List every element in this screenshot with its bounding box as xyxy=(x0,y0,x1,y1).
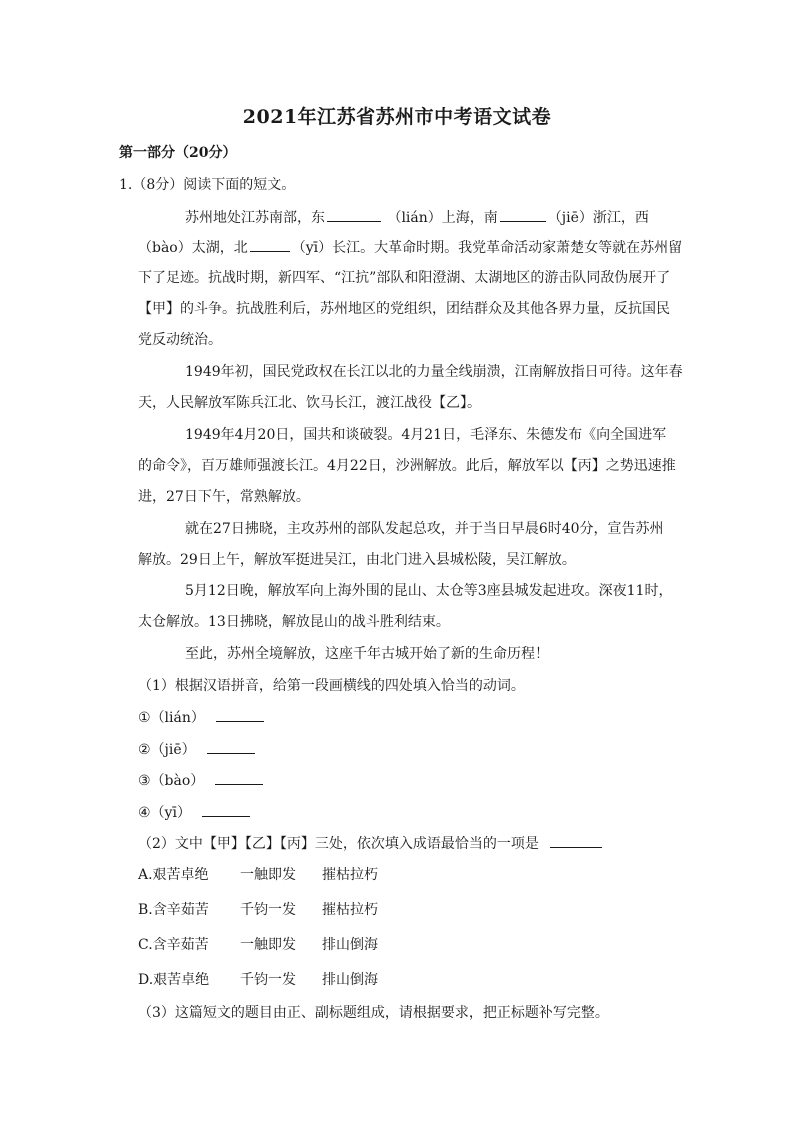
sub-question-2: （2）文中【甲】【乙】【丙】三处，依次填入成语最恰当的一项是 xyxy=(138,833,604,854)
answer-blank-2[interactable] xyxy=(207,739,255,754)
paragraph-5-line-2: 太仓解放。13日拂晓，解放昆山的战斗胜利结束。 xyxy=(138,614,450,630)
sub-question-1: （1）根据汉语拼音，给第一段画横线的四处填入恰当的动词。 xyxy=(138,678,525,694)
paragraph-2-line-1: 1949年初，国民党政权在长江以北的力量全线崩溃，江南解放指日可待。这年春 xyxy=(185,364,683,380)
answer-item-4: ④（yī） xyxy=(138,802,252,823)
answer-blank-4[interactable] xyxy=(202,802,250,817)
paragraph-3-line-1: 1949年4月20日，国共和谈破裂。4月21日，毛泽东、朱德发布《向全国进军 xyxy=(185,427,667,443)
question-1-stem: 1.（8分）阅读下面的短文。 xyxy=(119,177,296,193)
paragraph-4-line-1: 就在27日拂晓，主攻苏州的部队发起总攻，并于当日早晨6时40分，宣告苏州 xyxy=(185,521,664,537)
exam-title: 2021年江苏省苏州市中考语文试卷 xyxy=(242,106,552,128)
paragraph-5-line-1: 5月12日晚，解放军向上海外围的昆山、太仓等3座县城发起进攻。深夜11时， xyxy=(185,583,673,599)
answer-blank-5[interactable] xyxy=(550,833,602,848)
answer-item-1: ①（lián） xyxy=(138,707,266,728)
answer-item-3: ③（bào） xyxy=(138,770,265,791)
paragraph-1-line-1: 苏州地处江苏南部，东 （lián）上海，南 （jiē）浙江，西 xyxy=(185,207,649,228)
paragraph-4-line-2: 解放。29日上午，解放军挺进吴江，由北门进入县城松陵，吴江解放。 xyxy=(138,552,576,568)
sub-question-3: （3）这篇短文的题目由正、副标题组成，请根据要求，把正标题补写完整。 xyxy=(138,1005,609,1021)
paragraph-1-line-2: （bào）太湖，北 （yī）长江。大革命时期。我党革命活动家萧楚女等就在苏州留 xyxy=(138,237,682,258)
answer-item-2: ②（jiē） xyxy=(138,739,257,760)
paragraph-1-line-3: 下了足迹。抗战时期，新四军、“江抗”部队和阳澄湖、太湖地区的游击队同敌伪展开了 xyxy=(138,270,671,286)
paragraph-1-line-5: 党反动统治。 xyxy=(138,332,222,348)
blank-2 xyxy=(500,207,546,222)
answer-blank-3[interactable] xyxy=(215,770,263,785)
paragraph-3-line-2: 的命令》，百万雄师强渡长江。4月22日，沙洲解放。此后，解放军以【丙】之势迅速推 xyxy=(138,458,676,474)
exam-page: 2021年江苏省苏州市中考语文试卷 第一部分（20分） 1.（8分）阅读下面的短文。 苏州地处江苏南部，东 （lián）上海，南 （jiē）浙江，西 （bào）太湖，北 （yī）长江。大革命时期。我党革命活动家萧楚女等就在苏州留 下了足迹。抗战时期，新四军、“江抗”部队和阳澄湖、太湖地区的游击队同敌伪展开了 【甲】的斗争。抗战胜利后，苏州地区的党组织，团结群众及其他各界力量，反抗国民 党反动统治。 1949年初，国民党政权在长江以北的力量全线崩溃，江南解放指日可待。这年春 天，人民解放军陈兵江北、饮马长江，渡江战役【乙】。 1949年4月20日，国共和谈破裂。4月21日，毛泽东、朱德发布《向全国进军 的命令》，百万雄师强渡长江。4月22日，沙洲解放。此后，解放军以【丙】之势迅速推 进，27日下午，常熟解放。 就在27日拂晓，主攻苏州的部队发起总攻，并于当日早晨6时40分，宣告苏州 解放。29日上午，解放军挺进吴江，由北门进入县城松陵，吴江解放。 5月12日晚，解放军向上海外围的昆山、太仓等3座县城发起进攻。深夜11时， 太仓解放。13日拂晓，解放昆山的战斗胜利结束。 至此，苏州全境解放，这座千年古城开始了新的生命历程！ （1）根据汉语拼音，给第一段画横线的四处填入恰当的动词。 ①（lián） ②（jiē） ③（bào） ④（yī） （2）文中【甲】【乙】【丙】三处，依次填入成语最恰当的一项是 A.艰苦卓绝 一触即发 摧枯拉朽 B.含辛茹苦 千钧一发 摧枯拉朽 C.含辛茹苦 一触即发 排山倒海 D.艰苦卓绝 千钧一发 排山倒海 （3）这篇短文的题目由正、副标题组成，请根据要求，把正标题补写完整。 xyxy=(0,0,794,1123)
paragraph-6: 至此，苏州全境解放，这座千年古城开始了新的生命历程！ xyxy=(185,646,549,662)
blank-1 xyxy=(327,207,381,222)
blank-3 xyxy=(250,237,290,252)
part-heading: 第一部分（20分） xyxy=(119,145,237,161)
answer-blank-1[interactable] xyxy=(216,707,264,722)
paragraph-2-line-2: 天，人民解放军陈兵江北、饮马长江，渡江战役【乙】。 xyxy=(138,395,481,411)
paragraph-3-line-3: 进，27日下午，常熟解放。 xyxy=(138,489,310,505)
paragraph-1-line-4: 【甲】的斗争。抗战胜利后，苏州地区的党组织，团结群众及其他各界力量，反抗国民 xyxy=(138,301,670,317)
